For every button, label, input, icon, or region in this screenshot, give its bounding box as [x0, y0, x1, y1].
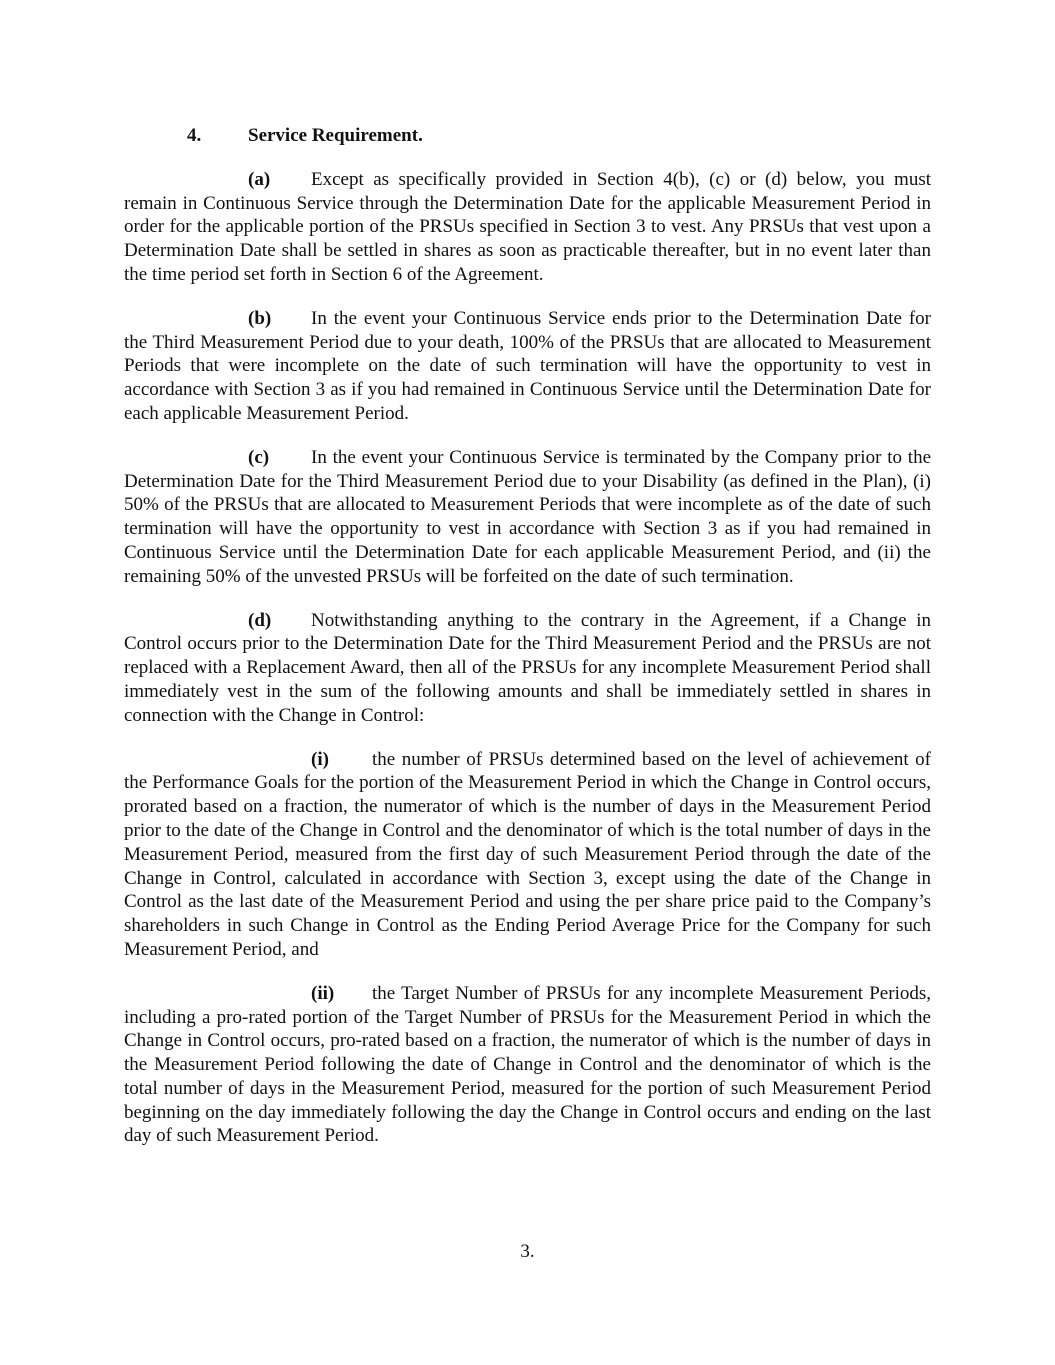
paragraph-b	[124, 307, 931, 426]
subparagraph-text: the Target Number of PRSUs for any incomplete Measurement Periods, including a pro-rated portion of the Target Number of PRSUs for the Measurement Period in which the Change in Control occurs, pro-rated based on a fraction, the numerator of which is the number of days in the Measurement Period following the date of Change in Control and the denominator of which is the total number of days in the Measurement Period, measured for the portion of such Measurement Period beginning on the day immediately following the day the Change in Control occurs and ending on the last day of such Measurement Period.	[124, 982, 931, 1147]
document-page	[124, 124, 931, 1168]
page-number: 3.	[520, 1241, 535, 1262]
subparagraph-label: (i)	[311, 748, 329, 770]
paragraph-text: Except as specifically provided in Section 4(b), (c) or (d) below, you must remain in Continuous Service through the Determination Date for the applicable Measurement Period in order for the applicable portion of the PRSUs specified in Section 3 to vest. Any PRSUs that vest upon a Determination Date shall be settled in shares as soon as practicable thereafter, but in no event later than the time period set forth in Section 6 of the Agreement.	[124, 168, 931, 285]
section-title: Service Requirement.	[248, 125, 423, 146]
subparagraph-i	[124, 748, 931, 962]
subparagraph-label: (ii)	[311, 982, 335, 1004]
paragraph-d	[124, 609, 931, 728]
paragraph-a	[124, 168, 931, 287]
paragraph-c	[124, 446, 931, 589]
subparagraph-ii	[124, 982, 931, 1149]
paragraph-label: (d)	[248, 609, 272, 631]
subparagraph-text: the number of PRSUs determined based on the level of achievement of the Performance Goals for the portion of the Measurement Period in which the Change in Control occurs, prorated based on a fraction, the numerator of which is the number of days in the Measurement Period prior to the date of the Change in Control and the denominator of which is the total number of days in the Measurement Period, measured from the first day of such Measurement Period through the date of the Change in Control, calculated in accordance with Section 3, except using the date of the Change in Control as the last date of the Measurement Period and using the per share price paid to the Company’s shareholders in such Change in Control as the Ending Period Average Price for the Company for such Measurement Period, and	[124, 748, 931, 960]
paragraph-label: (c)	[248, 446, 270, 468]
paragraph-label: (b)	[248, 307, 272, 329]
section-number: 4.	[187, 125, 202, 146]
paragraph-text: Notwithstanding anything to the contrary in the Agreement, if a Change in Control occurs prior to the Determination Date for the Third Measurement Period and the PRSUs are not replaced with a Replacement Award, then all of the PRSUs for any incomplete Measurement Period shall immediately vest in the sum of the following amounts and shall be immediately settled in shares in connection with the Change in Control:	[124, 609, 931, 726]
section-heading	[124, 124, 931, 148]
paragraph-label: (a)	[248, 168, 271, 190]
paragraph-text: In the event your Continuous Service ends prior to the Determination Date for the Third Measurement Period due to your death, 100% of the PRSUs that are allocated to Measurement Periods that were incomplete on the date of such termination will have the opportunity to vest in accordance with Section 3 as if you had remained in Continuous Service until the Determination Date for each applicable Measurement Period.	[124, 307, 931, 424]
paragraph-text: In the event your Continuous Service is terminated by the Company prior to the Determination Date for the Third Measurement Period due to your Disability (as defined in the Plan), (i) 50% of the PRSUs that are allocated to Measurement Periods that were incomplete as of the date of such termination will have the opportunity to vest in accordance with Section 3 as if you had remained in Continuous Service until the Determination Date for each applicable Measurement Period, and (ii) the remaining 50% of the unvested PRSUs will be forfeited on the date of such termination.	[124, 446, 931, 587]
